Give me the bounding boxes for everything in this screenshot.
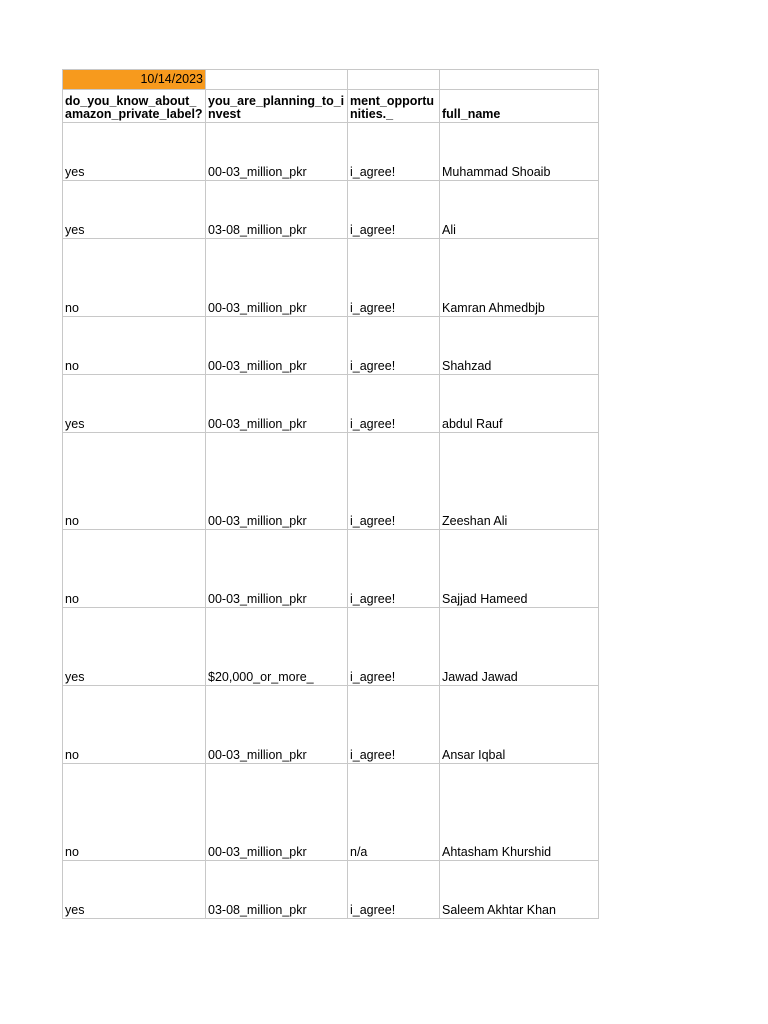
opportunities-cell[interactable]: i_agree! (348, 861, 440, 919)
full-name-cell[interactable]: Jawad Jawad (440, 608, 599, 686)
invest-cell[interactable]: 00-03_million_pkr (206, 317, 348, 375)
header-cell-full-name[interactable]: full_name (440, 90, 599, 123)
empty-cell[interactable] (206, 70, 348, 90)
invest-cell[interactable]: 00-03_million_pkr (206, 239, 348, 317)
table-row (63, 123, 599, 181)
table-row (63, 181, 599, 239)
full-name-cell[interactable]: Zeeshan Ali (440, 433, 599, 530)
table-row (63, 608, 599, 686)
full-name-cell[interactable]: Kamran Ahmedbjb (440, 239, 599, 317)
date-row (63, 70, 599, 90)
private-label-cell[interactable]: yes (63, 608, 206, 686)
empty-cell[interactable] (440, 70, 599, 90)
header-cell-invest[interactable]: you_are_planning_to_invest (206, 90, 348, 123)
invest-cell[interactable]: 03-08_million_pkr (206, 181, 348, 239)
invest-cell[interactable]: 00-03_million_pkr (206, 375, 348, 433)
opportunities-cell[interactable]: n/a (348, 764, 440, 861)
invest-cell[interactable]: 00-03_million_pkr (206, 433, 348, 530)
table-row (63, 433, 599, 530)
opportunities-cell[interactable]: i_agree! (348, 375, 440, 433)
table-row (63, 375, 599, 433)
full-name-cell[interactable]: Saleem Akhtar Khan (440, 861, 599, 919)
table-row (63, 686, 599, 764)
invest-cell[interactable]: 00-03_million_pkr (206, 764, 348, 861)
header-cell-opportunities[interactable]: ment_opportunities._ (348, 90, 440, 123)
date-cell[interactable]: 10/14/2023 (63, 70, 206, 90)
invest-cell[interactable]: $20,000_or_more_ (206, 608, 348, 686)
full-name-cell[interactable]: Ali (440, 181, 599, 239)
opportunities-cell[interactable]: i_agree! (348, 239, 440, 317)
opportunities-cell[interactable]: i_agree! (348, 181, 440, 239)
invest-cell[interactable]: 03-08_million_pkr (206, 861, 348, 919)
private-label-cell[interactable]: no (63, 686, 206, 764)
header-row (63, 90, 599, 123)
opportunities-cell[interactable]: i_agree! (348, 123, 440, 181)
private-label-cell[interactable]: no (63, 764, 206, 861)
opportunities-cell[interactable]: i_agree! (348, 433, 440, 530)
opportunities-cell[interactable]: i_agree! (348, 317, 440, 375)
private-label-cell[interactable]: yes (63, 181, 206, 239)
table-row (63, 317, 599, 375)
private-label-cell[interactable]: yes (63, 123, 206, 181)
private-label-cell[interactable]: no (63, 239, 206, 317)
private-label-cell[interactable]: yes (63, 375, 206, 433)
header-cell-private-label[interactable]: do_you_know_about_amazon_private_label? (63, 90, 206, 123)
table-row (63, 861, 599, 919)
private-label-cell[interactable]: no (63, 317, 206, 375)
invest-cell[interactable]: 00-03_million_pkr (206, 123, 348, 181)
invest-cell[interactable]: 00-03_million_pkr (206, 530, 348, 608)
table-row (63, 530, 599, 608)
full-name-cell[interactable]: Ahtasham Khurshid (440, 764, 599, 861)
table-row (63, 764, 599, 861)
opportunities-cell[interactable]: i_agree! (348, 608, 440, 686)
full-name-cell[interactable]: Muhammad Shoaib (440, 123, 599, 181)
full-name-cell[interactable]: abdul Rauf (440, 375, 599, 433)
table-row (63, 239, 599, 317)
private-label-cell[interactable]: yes (63, 861, 206, 919)
full-name-cell[interactable]: Shahzad (440, 317, 599, 375)
spreadsheet-table (62, 69, 599, 919)
invest-cell[interactable]: 00-03_million_pkr (206, 686, 348, 764)
full-name-cell[interactable]: Sajjad Hameed (440, 530, 599, 608)
empty-cell[interactable] (348, 70, 440, 90)
opportunities-cell[interactable]: i_agree! (348, 686, 440, 764)
private-label-cell[interactable]: no (63, 530, 206, 608)
full-name-cell[interactable]: Ansar Iqbal (440, 686, 599, 764)
opportunities-cell[interactable]: i_agree! (348, 530, 440, 608)
private-label-cell[interactable]: no (63, 433, 206, 530)
